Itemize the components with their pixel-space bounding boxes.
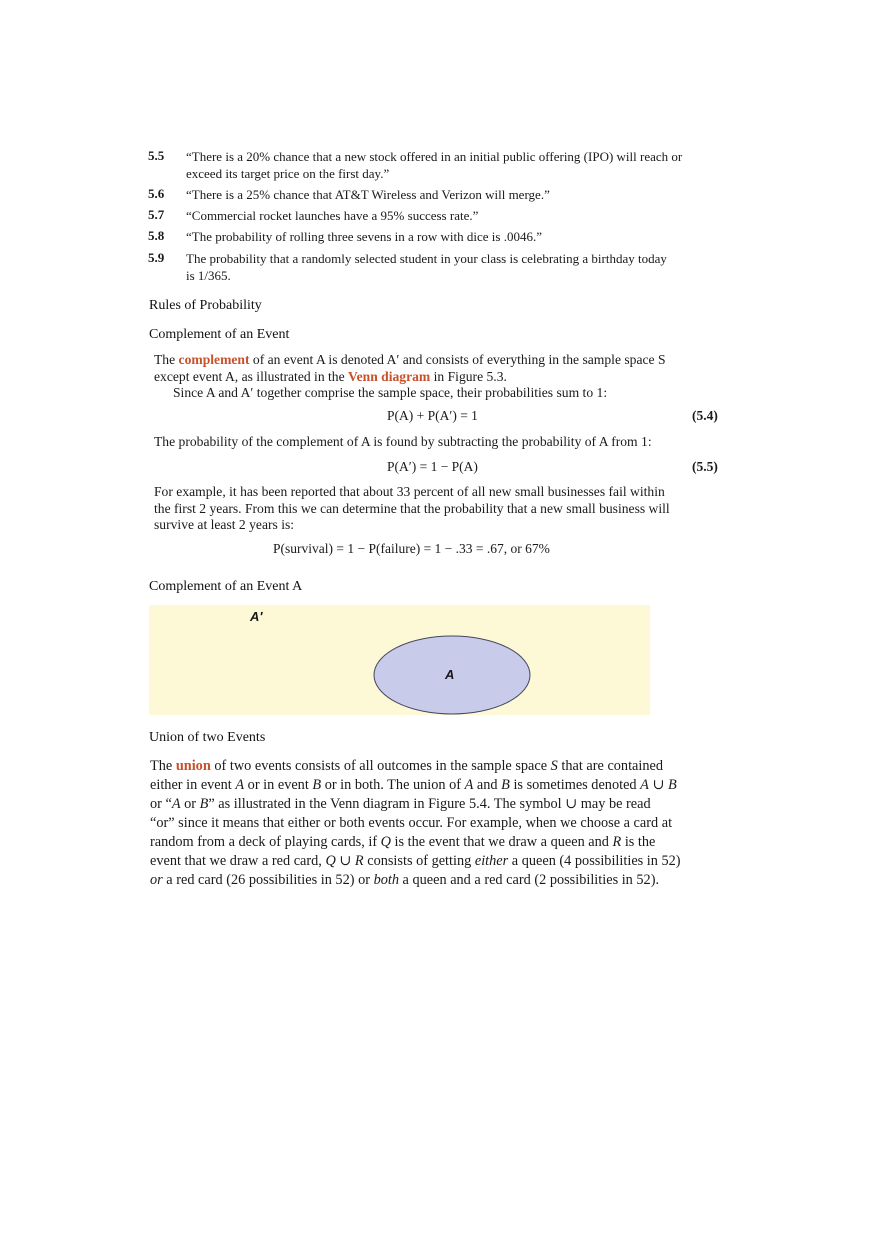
equation-5-4: P(A) + P(A′) = 1: [387, 408, 478, 423]
exercise-item: [148, 186, 738, 207]
exercise-item: [148, 250, 738, 286]
exercise-number: 5.7: [148, 207, 165, 222]
exercise-number: 5.9: [148, 250, 165, 265]
exercise-text: exceed its target price on the first day.”: [186, 166, 390, 181]
exercise-text: “There is a 25% chance that AT&T Wireless and Verizon will merge.”: [186, 187, 550, 202]
heading-union-of-two-events: Union of two Events: [149, 730, 266, 745]
venn-label-a-prime: A′: [250, 609, 263, 624]
exercise-number: 5.5: [148, 148, 165, 163]
term-venn-diagram: Venn diagram: [348, 368, 431, 384]
complement-definition: The complement of an event A is denoted A′ and consists of everything in the sample space S except event A, as illustrated in the Venn diagram in Figure 5.3. Since A and A′ together comprise the sample space, their probabilities sum to 1:: [154, 352, 734, 402]
exercise-text: “The probability of rolling three sevens in a row with dice is .0046.”: [186, 229, 542, 244]
heading-complement-of-event: Complement of an Event: [149, 327, 290, 342]
venn-label-a: A: [445, 667, 455, 682]
exercise-number: 5.6: [148, 186, 165, 201]
term-complement: complement: [178, 352, 250, 367]
exercise-list: [148, 148, 738, 286]
exercise-text: is 1/365.: [186, 268, 231, 283]
term-union: union: [175, 758, 211, 774]
exercise-text: “Commercial rocket launches have a 95% success rate.”: [186, 208, 479, 223]
complement-example: For example, it has been reported that about 33 percent of all new small businesses fail within the first 2 years. From this we can determine that the probability that a new small business will survive at least 2 years is:: [154, 484, 670, 532]
venn-diagram-svg: [149, 605, 650, 715]
exercise-number: 5.8: [148, 228, 165, 243]
exercise-text: “There is a 20% chance that a new stock offered in an initial public offering (IPO) will reach or: [186, 149, 683, 164]
exercise-text: The probability that a randomly selected student in your class is celebrating a birthday today: [186, 251, 667, 266]
complement-subtract-text: The probability of the complement of A is found by subtracting the probability of A from 1:: [154, 434, 652, 449]
exercise-item: [148, 207, 738, 228]
union-definition: The union of two events consists of all outcomes in the sample space S that are contained either in event A or in event B or in both. The union of A and B is sometimes denoted A ∪ B or “A or B” as illustrated in the Venn diagram in Figure 5.4. The symbol ∪ may be read “or” since it means that either or both events occur. For example, when we choose a card at random from a deck of playing cards, if Q is the event that we draw a queen and R is the event that we draw a red card, Q ∪ R consists of getting either a queen (4 possibilities in 52) or a red card (26 possibilities in 52) or both a queen and a red card (2 possibilities in 52).: [150, 758, 681, 888]
equation-number-5-5: (5.5): [692, 459, 718, 474]
venn-diagram: [149, 605, 650, 715]
exercise-item: [148, 148, 738, 186]
heading-rules-of-probability: Rules of Probability: [149, 298, 262, 313]
exercise-item: [148, 228, 738, 250]
equation-5-5: P(A′) = 1 − P(A): [387, 459, 478, 474]
complement-sum-text: Since A and A′ together comprise the sample space, their probabilities sum to 1:: [173, 385, 608, 400]
equation-survival: P(survival) = 1 − P(failure) = 1 − .33 = .67, or 67%: [273, 541, 550, 556]
heading-complement-of-event-a: Complement of an Event A: [149, 579, 303, 594]
equation-number-5-4: (5.4): [692, 408, 718, 423]
